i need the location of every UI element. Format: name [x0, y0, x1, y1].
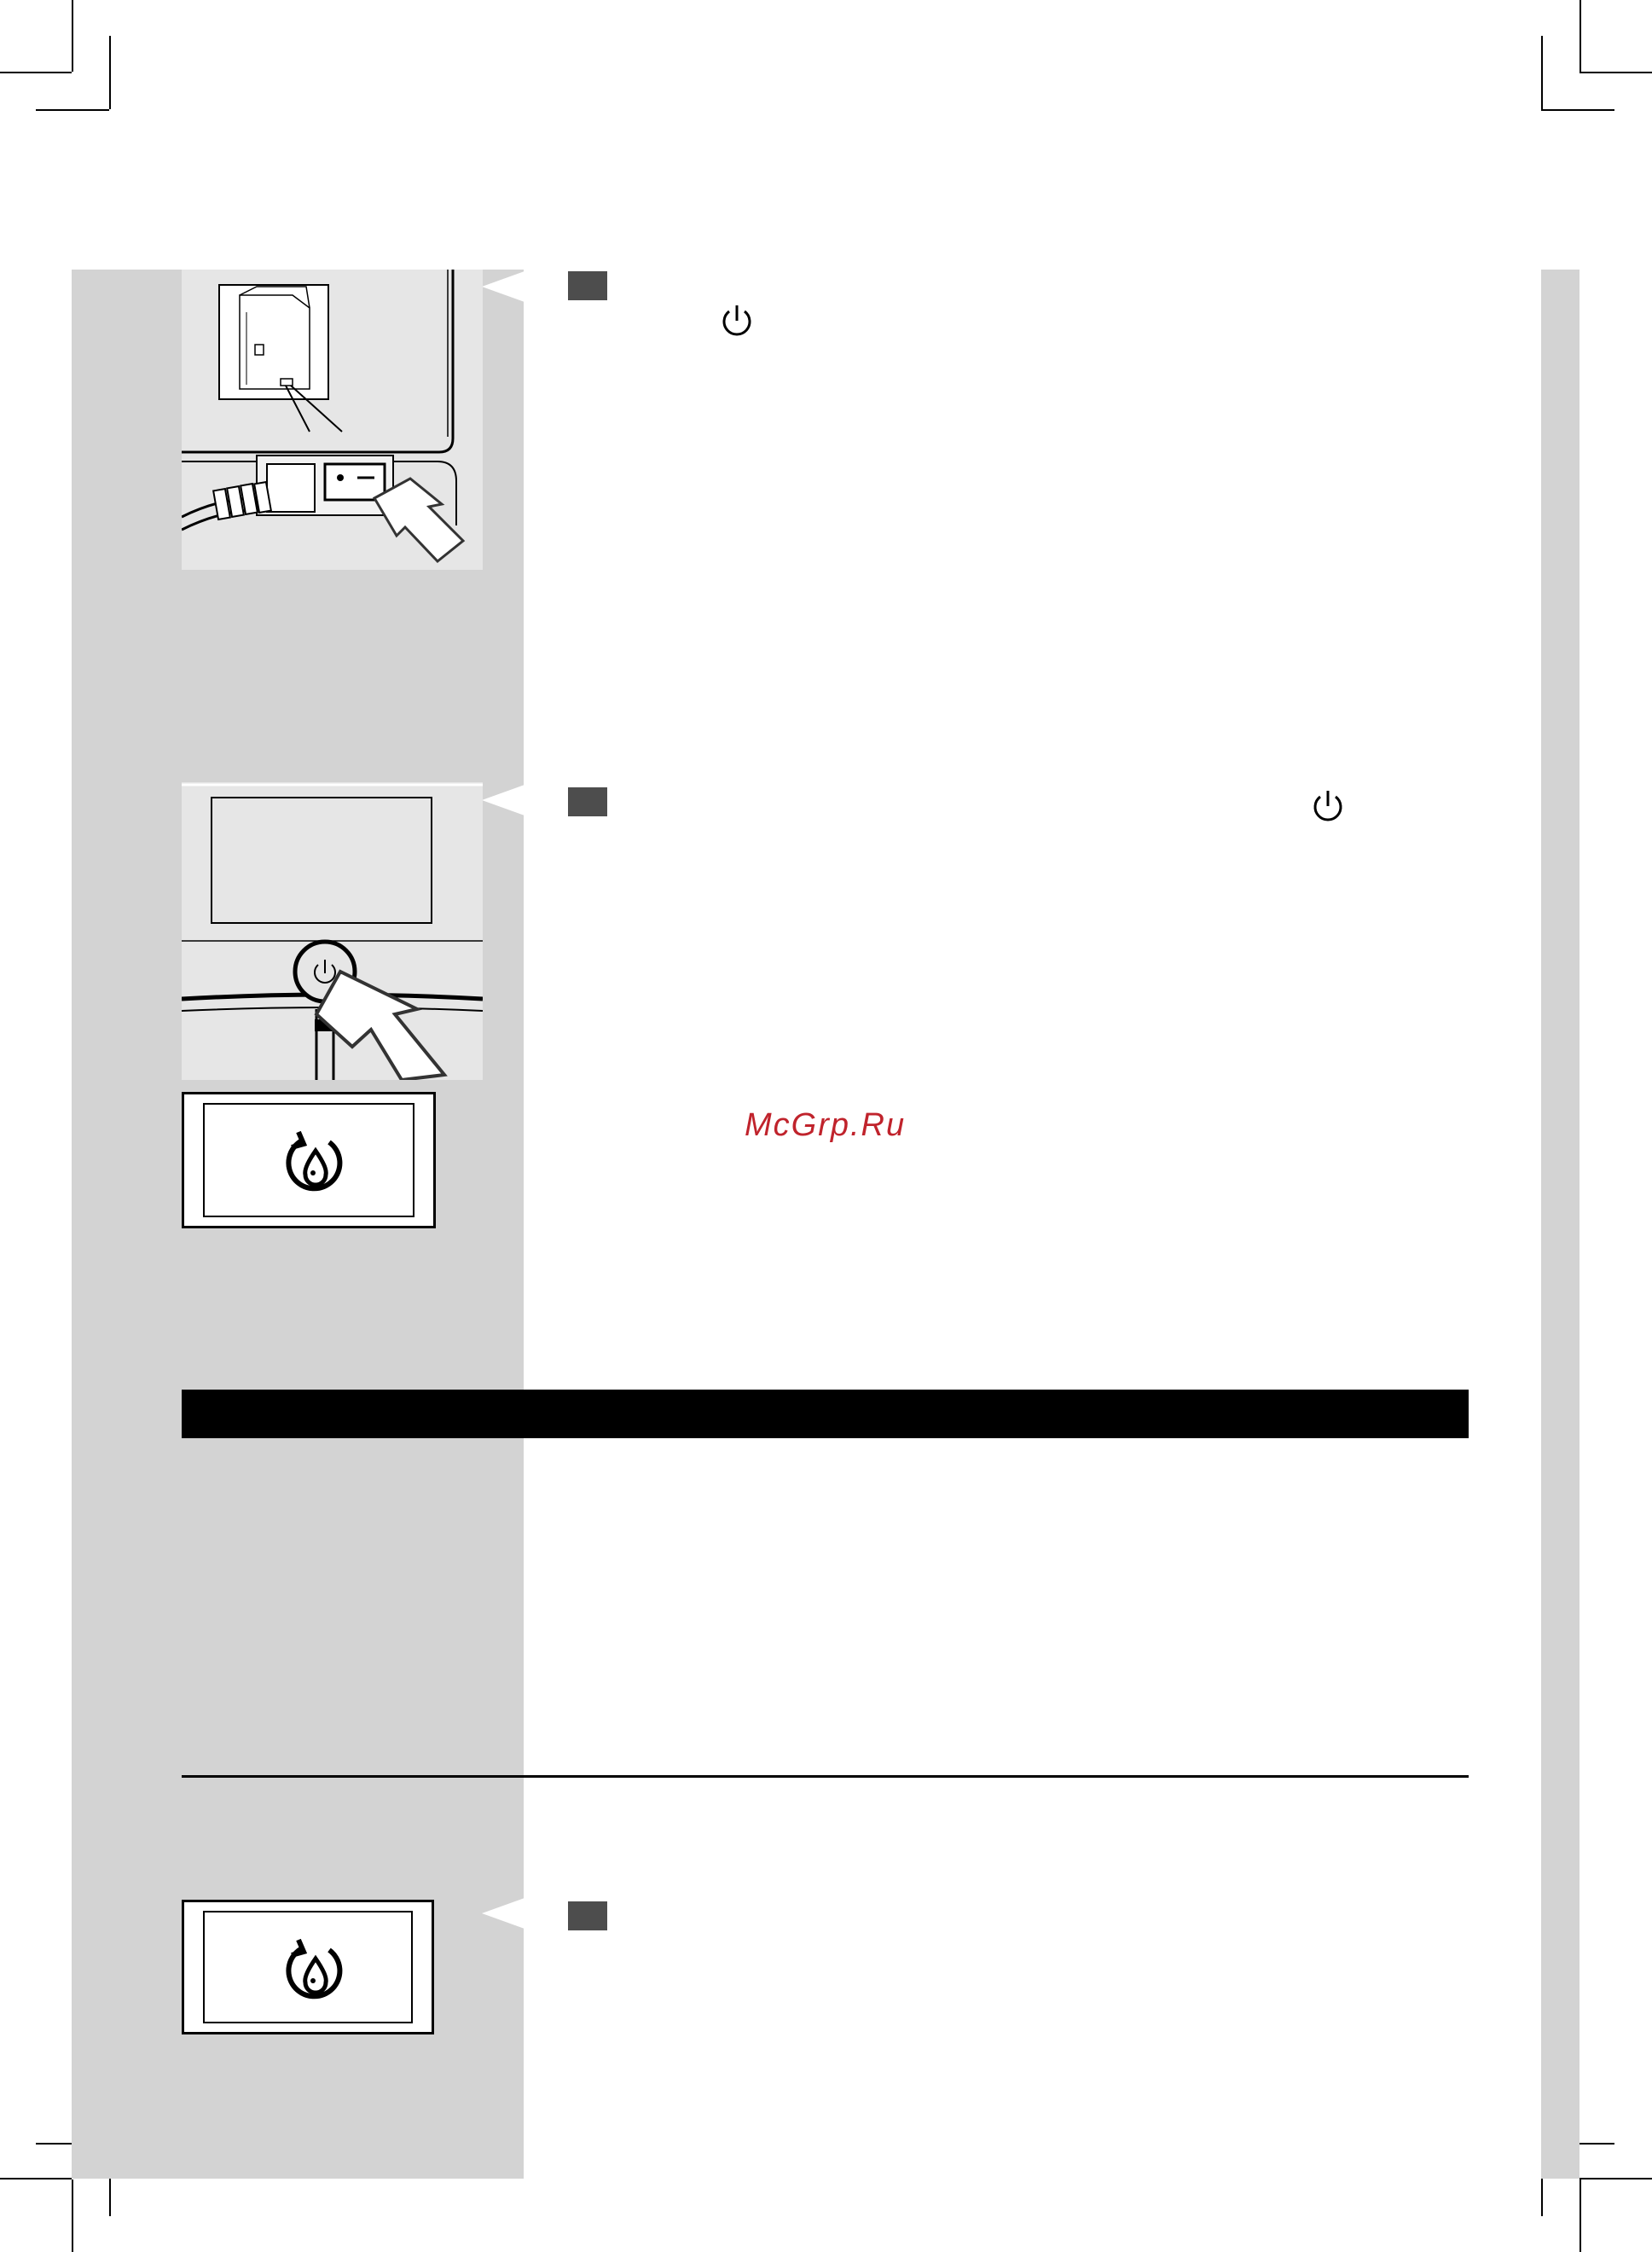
machine-display-rinse — [182, 1092, 436, 1228]
power-switch-drawing — [182, 270, 483, 570]
step-pointer — [482, 785, 525, 815]
step-marker-3 — [568, 1901, 607, 1930]
crop-mark — [1541, 36, 1543, 109]
crop-mark — [72, 0, 73, 72]
crop-mark — [1580, 2178, 1652, 2179]
display-screen — [203, 1103, 414, 1217]
rinse-drop-icon — [273, 1936, 355, 2008]
step-marker-2 — [568, 787, 607, 816]
crop-mark — [0, 2178, 72, 2179]
power-icon — [1309, 787, 1347, 827]
crop-mark — [72, 2179, 73, 2252]
crop-mark — [1580, 2179, 1581, 2252]
step-pointer — [482, 1898, 525, 1929]
crop-mark — [1541, 109, 1614, 111]
watermark: McGrp.Ru — [745, 1107, 907, 1143]
section-divider — [182, 1775, 1469, 1778]
power-switch-illustration — [182, 270, 483, 570]
control-panel-illustration — [182, 782, 483, 1080]
step-pointer — [482, 271, 525, 302]
step-marker-1 — [568, 271, 607, 300]
power-icon — [718, 302, 756, 341]
crop-mark — [0, 72, 72, 73]
crop-mark — [1580, 0, 1581, 72]
content-panel — [524, 270, 1541, 2179]
crop-mark — [36, 109, 109, 111]
section-heading-bar — [182, 1390, 1469, 1438]
machine-display-rinse — [182, 1900, 434, 2034]
display-screen — [203, 1911, 413, 2023]
rinse-drop-icon — [273, 1129, 355, 1200]
right-margin-band — [1541, 270, 1580, 2179]
crop-mark — [109, 36, 111, 109]
crop-mark — [1580, 72, 1652, 73]
control-panel-drawing — [182, 782, 483, 1080]
